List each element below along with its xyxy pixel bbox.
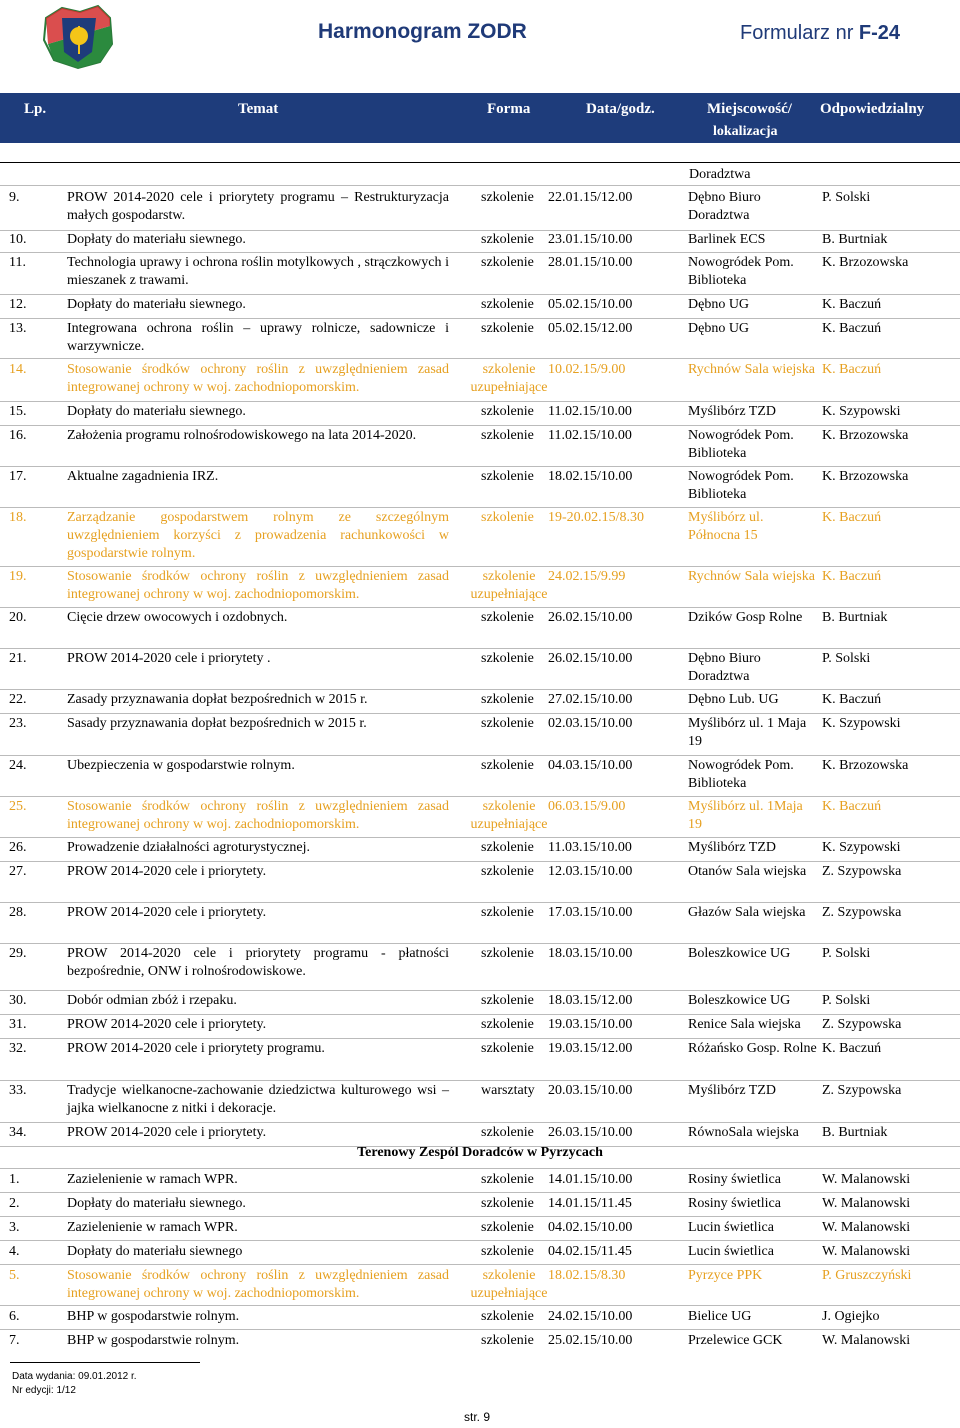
issue-date: Data wydania: 09.01.2012 r.	[12, 1371, 137, 1382]
row-divider	[0, 1122, 960, 1123]
row-form: szkolenie	[481, 716, 534, 731]
row-topic: PROW 2014-2020 cele i priorytety programu.	[67, 1041, 325, 1056]
row-divider	[0, 294, 960, 295]
row-form: szkolenie	[481, 255, 534, 270]
row-number: 16.	[9, 428, 27, 443]
row-divider	[0, 507, 960, 508]
row-divider	[0, 1216, 960, 1217]
row-responsible: P. Solski	[822, 651, 871, 666]
row-responsible: K. Brzozowska	[822, 255, 909, 270]
form-number: Formularz nr F-24	[740, 22, 901, 44]
row-topic: Tradycje wielkanocne-zachowanie dziedzictwa kulturowego wsi – jajka wielkanocne z nitki i dekoracje.	[67, 1083, 449, 1116]
row-place: Nowogródek Pom. Biblioteka	[688, 469, 794, 502]
row-number: 18.	[9, 510, 27, 525]
row-topic: Stosowanie środków ochrony roślin z uwzględnieniem zasad integrowanej ochrony w woj. zachodniopomorskim.	[67, 569, 449, 602]
row-place: Różańsko Gosp. Rolne	[688, 1041, 817, 1056]
row-place: Boleszkowice UG	[688, 993, 791, 1008]
row-divider	[0, 466, 960, 467]
col-forma: Forma	[487, 101, 531, 117]
row-place: Rosiny świetlica	[688, 1172, 781, 1187]
row-topic: Dopłaty do materiału siewnego	[67, 1244, 243, 1259]
row-form: szkolenie	[481, 651, 534, 666]
row-number: 31.	[9, 1017, 27, 1032]
row-form: szkolenie uzupełniające	[470, 569, 548, 602]
row-topic: Cięcie drzew owocowych i ozdobnych.	[67, 610, 288, 625]
row-topic: Technologia uprawy i ochrona roślin motylkowych , strączkowych i mieszanek z trawami.	[67, 255, 449, 288]
row-responsible: Z. Szypowska	[822, 1017, 902, 1032]
row-responsible: K. Baczuń	[822, 799, 882, 814]
row-responsible: P. Gruszczyński	[822, 1268, 912, 1283]
row-form: szkolenie	[481, 1309, 534, 1324]
row-responsible: P. Solski	[822, 993, 871, 1008]
row-date: 19-20.02.15/8.30	[548, 510, 645, 525]
row-number: 1.	[9, 1172, 20, 1187]
row-place: RównoSala wiejska	[688, 1125, 799, 1140]
row-form: szkolenie uzupełniające	[470, 1268, 548, 1301]
row-topic: PROW 2014-2020 cele i priorytety.	[67, 1017, 267, 1032]
row-divider	[0, 990, 960, 991]
row-place: Boleszkowice UG	[688, 946, 791, 961]
row-form: szkolenie	[481, 692, 534, 707]
row-number: 25.	[9, 799, 27, 814]
row-responsible: K. Baczuń	[822, 321, 882, 336]
row-divider	[0, 252, 960, 253]
row-form: szkolenie	[481, 321, 534, 336]
col-odpowiedzialny: Odpowiedzialny	[820, 101, 925, 117]
row-place: Nowogródek Pom. Biblioteka	[688, 428, 794, 461]
row-form: szkolenie	[481, 232, 534, 247]
row-date: 17.03.15/10.00	[548, 905, 633, 920]
row-responsible: B. Burtniak	[822, 1125, 888, 1140]
page-number: str. 9	[464, 1410, 491, 1424]
row-place: Głazów Sala wiejska	[688, 905, 806, 920]
row-topic: PROW 2014-2020 cele i priorytety programu – Restrukturyzacja małych gospodarstw.	[67, 190, 449, 223]
row-form: szkolenie	[481, 297, 534, 312]
row-topic: Dopłaty do materiału siewnego.	[67, 297, 246, 312]
row-place: Myślibórz ul. 1 Maja 19	[688, 716, 807, 749]
row-topic: Ubezpieczenia w gospodarstwie rolnym.	[67, 758, 295, 773]
row-responsible: Z. Szypowska	[822, 1083, 902, 1098]
col-lp: Lp.	[24, 101, 47, 117]
row-responsible: K. Baczuń	[822, 297, 882, 312]
row-topic: Dopłaty do materiału siewnego.	[67, 232, 246, 247]
row-topic: Zarządzanie gospodarstwem rolnym ze szczególnym uwzględnieniem korzyści z prowadzenia rachunkowości w gospodarstwie rolnym.	[67, 510, 449, 561]
row-number: 21.	[9, 651, 27, 666]
row-responsible: K. Baczuń	[822, 362, 882, 377]
row-place: Dębno UG	[688, 297, 750, 312]
row-place: Lucin świetlica	[688, 1220, 774, 1235]
row-number: 27.	[9, 864, 27, 879]
row-place: Myślibórz TZD	[688, 404, 777, 419]
row-divider	[0, 230, 960, 231]
row-number: 5.	[9, 1268, 20, 1283]
row-number: 11.	[9, 255, 26, 270]
row-responsible: K. Szypowski	[822, 840, 901, 855]
row-number: 32.	[9, 1041, 27, 1056]
row-date: 19.03.15/12.00	[548, 1041, 633, 1056]
row-divider	[0, 837, 960, 838]
row-form: szkolenie	[481, 864, 534, 879]
row-date: 28.01.15/10.00	[548, 255, 633, 270]
row-responsible: Z. Szypowska	[822, 864, 902, 879]
row-responsible: K. Brzozowska	[822, 758, 909, 773]
row-date: 26.02.15/10.00	[548, 610, 633, 625]
row-date: 05.02.15/10.00	[548, 297, 633, 312]
row-divider	[0, 1146, 960, 1147]
row-form: szkolenie	[481, 190, 534, 205]
row-divider	[0, 943, 960, 944]
row-place: Nowogródek Pom. Biblioteka	[688, 758, 794, 791]
row-form: szkolenie	[481, 510, 534, 525]
row-responsible: K. Baczuń	[822, 569, 882, 584]
row-responsible: K. Szypowski	[822, 716, 901, 731]
row-form: szkolenie	[481, 1125, 534, 1140]
row-place: Dębno Biuro Doradztwa	[688, 190, 761, 223]
row-responsible: B. Burtniak	[822, 232, 888, 247]
carryover-text: Doradztwa	[689, 167, 751, 182]
row-place: Otanów Sala wiejska	[688, 864, 807, 879]
document-title: Harmonogram ZODR	[318, 20, 527, 43]
row-number: 13.	[9, 321, 27, 336]
row-form: szkolenie	[481, 469, 534, 484]
row-responsible: K. Baczuń	[822, 692, 882, 707]
row-form: szkolenie	[481, 1333, 534, 1348]
row-place: Lucin świetlica	[688, 1244, 774, 1259]
row-number: 19.	[9, 569, 27, 584]
row-date: 11.02.15/10.00	[548, 428, 632, 443]
row-number: 22.	[9, 692, 27, 707]
row-responsible: W. Malanowski	[822, 1220, 911, 1235]
row-topic: Zazielenienie w ramach WPR.	[67, 1220, 238, 1235]
row-place: Myślibórz ul. 1Maja 19	[688, 799, 803, 832]
row-form: szkolenie	[481, 428, 534, 443]
row-divider	[0, 1014, 960, 1015]
row-number: 30.	[9, 993, 27, 1008]
row-divider	[0, 318, 960, 319]
row-date: 20.03.15/10.00	[548, 1083, 633, 1098]
row-topic: Zazielenienie w ramach WPR.	[67, 1172, 238, 1187]
row-date: 18.02.15/10.00	[548, 469, 633, 484]
row-topic: Stosowanie środków ochrony roślin z uwzględnieniem zasad integrowanej ochrony w woj. zachodniopomorskim.	[67, 362, 449, 395]
section-title: Terenowy Zespól Doradców w Pyrzycach	[357, 1145, 603, 1160]
row-number: 23.	[9, 716, 27, 731]
footer-divider	[10, 1362, 200, 1363]
row-divider	[0, 1038, 960, 1039]
row-date: 04.03.15/10.00	[548, 758, 633, 773]
row-form: szkolenie	[481, 1172, 534, 1187]
row-number: 15.	[9, 404, 27, 419]
row-responsible: J. Ogiejko	[822, 1309, 880, 1324]
row-place: Rychnów Sala wiejska	[688, 362, 815, 377]
row-place: Barlinek ECS	[688, 232, 766, 247]
row-divider	[0, 401, 960, 402]
row-topic: Sasady przyznawania dopłat bezpośrednich w 2015 r.	[67, 716, 367, 731]
row-topic: PROW 2014-2020 cele i priorytety.	[67, 1125, 267, 1140]
row-divider	[0, 902, 960, 903]
row-place: Myślibórz TZD	[688, 1083, 777, 1098]
row-number: 34.	[9, 1125, 27, 1140]
row-topic: Prowadzenie działalności agroturystycznej.	[67, 840, 310, 855]
row-date: 14.01.15/11.45	[548, 1196, 632, 1211]
row-divider	[0, 1329, 960, 1330]
row-date: 23.01.15/10.00	[548, 232, 633, 247]
row-form: szkolenie	[481, 610, 534, 625]
row-date: 06.03.15/9.00	[548, 799, 626, 814]
row-form: szkolenie	[481, 946, 534, 961]
row-divider	[0, 755, 960, 756]
row-topic: Dopłaty do materiału siewnego.	[67, 404, 246, 419]
row-form: szkolenie	[481, 1220, 534, 1235]
row-topic: Założenia programu rolnośrodowiskowego na lata 2014-2020.	[67, 428, 417, 443]
row-divider	[0, 648, 960, 649]
row-topic: PROW 2014-2020 cele i priorytety.	[67, 905, 267, 920]
row-responsible: K. Szypowski	[822, 404, 901, 419]
row-responsible: K. Baczuń	[822, 1041, 882, 1056]
table-header	[0, 93, 960, 143]
row-responsible: P. Solski	[822, 190, 871, 205]
row-topic: PROW 2014-2020 cele i priorytety.	[67, 864, 267, 879]
row-form: szkolenie	[481, 1017, 534, 1032]
row-divider	[0, 861, 960, 862]
row-number: 2.	[9, 1196, 20, 1211]
row-topic: Aktualne zagadnienia IRZ.	[67, 469, 219, 484]
col-lokalizacja: lokalizacja	[713, 124, 778, 139]
row-date: 04.02.15/11.45	[548, 1244, 632, 1259]
row-date: 24.02.15/10.00	[548, 1309, 633, 1324]
row-divider	[0, 796, 960, 797]
row-topic: Dobór odmian zbóż i rzepaku.	[67, 993, 237, 1008]
row-date: 12.03.15/10.00	[548, 864, 633, 879]
row-number: 17.	[9, 469, 27, 484]
row-number: 10.	[9, 232, 27, 247]
row-form: szkolenie uzupełniające	[470, 799, 548, 832]
row-place: Dębno Lub. UG	[688, 692, 779, 707]
row-place: Pyrzyce PPK	[688, 1268, 763, 1283]
row-topic: Stosowanie środków ochrony roślin z uwzględnieniem zasad integrowanej ochrony w woj. zachodniopomorskim.	[67, 1268, 449, 1301]
row-responsible: K. Brzozowska	[822, 428, 909, 443]
row-date: 04.02.15/10.00	[548, 1220, 633, 1235]
row-place: Rosiny świetlica	[688, 1196, 781, 1211]
row-responsible: W. Malanowski	[822, 1244, 911, 1259]
row-form: szkolenie	[481, 993, 534, 1008]
row-place: Renice Sala wiejska	[688, 1017, 801, 1032]
row-number: 3.	[9, 1220, 20, 1235]
row-place: Rychnów Sala wiejska	[688, 569, 815, 584]
row-date: 18.03.15/12.00	[548, 993, 633, 1008]
row-date: 19.03.15/10.00	[548, 1017, 633, 1032]
row-divider	[0, 1168, 960, 1169]
row-date: 05.02.15/12.00	[548, 321, 633, 336]
row-responsible: B. Burtniak	[822, 610, 888, 625]
row-date: 02.03.15/10.00	[548, 716, 633, 731]
row-responsible: Z. Szypowska	[822, 905, 902, 920]
row-form: szkolenie	[481, 1196, 534, 1211]
row-divider	[0, 1264, 960, 1265]
col-miejscowosc: Miejscowość/	[707, 101, 792, 117]
row-date: 11.02.15/10.00	[548, 404, 632, 419]
odr-logo-icon	[40, 4, 116, 70]
row-number: 28.	[9, 905, 27, 920]
row-divider	[0, 425, 960, 426]
row-number: 4.	[9, 1244, 20, 1259]
row-form: szkolenie	[481, 1244, 534, 1259]
col-data: Data/godz.	[586, 101, 655, 117]
row-divider	[0, 185, 960, 186]
row-date: 26.03.15/10.00	[548, 1125, 633, 1140]
row-number: 9.	[9, 190, 20, 205]
row-topic: Integrowana ochrona roślin – uprawy rolnicze, sadownicze i warzywnicze.	[67, 321, 449, 354]
row-topic: PROW 2014-2020 cele i priorytety programu - płatności bezpośrednie, ONW i rolnośrodowiskowe.	[67, 946, 449, 979]
row-form: szkolenie	[481, 840, 534, 855]
row-topic: PROW 2014-2020 cele i priorytety .	[67, 651, 271, 666]
row-place: Dębno Biuro Doradztwa	[688, 651, 761, 684]
row-date: 18.02.15/8.30	[548, 1268, 626, 1283]
row-date: 22.01.15/12.00	[548, 190, 633, 205]
row-form: warsztaty	[481, 1083, 535, 1098]
row-divider	[0, 1305, 960, 1306]
row-place: Nowogródek Pom. Biblioteka	[688, 255, 794, 288]
row-divider	[0, 566, 960, 567]
row-date: 18.03.15/10.00	[548, 946, 633, 961]
page-header	[0, 0, 960, 80]
row-date: 14.01.15/10.00	[548, 1172, 633, 1187]
row-divider	[0, 1080, 960, 1081]
row-divider	[0, 689, 960, 690]
row-place: Dzików Gosp Rolne	[688, 610, 803, 625]
row-number: 20.	[9, 610, 27, 625]
col-temat: Temat	[238, 101, 279, 117]
row-date: 25.02.15/10.00	[548, 1333, 633, 1348]
row-number: 6.	[9, 1309, 20, 1324]
row-date: 27.02.15/10.00	[548, 692, 633, 707]
row-responsible: W. Malanowski	[822, 1333, 911, 1348]
row-place: Myślibórz ul. Północna 15	[688, 510, 764, 543]
row-topic: BHP w gospodarstwie rolnym.	[67, 1333, 240, 1348]
edition-number: Nr edycji: 1/12	[12, 1385, 76, 1396]
row-responsible: P. Solski	[822, 946, 871, 961]
row-number: 12.	[9, 297, 27, 312]
divider	[0, 162, 960, 163]
row-date: 24.02.15/9.99	[548, 569, 626, 584]
row-number: 7.	[9, 1333, 20, 1348]
row-place: Przelewice GCK	[688, 1333, 783, 1348]
row-number: 26.	[9, 840, 27, 855]
row-topic: Zasady przyznawania dopłat bezpośrednich w 2015 r.	[67, 692, 368, 707]
row-responsible: K. Brzozowska	[822, 469, 909, 484]
row-form: szkolenie	[481, 758, 534, 773]
row-form: szkolenie uzupełniające	[470, 362, 548, 395]
row-topic: BHP w gospodarstwie rolnym.	[67, 1309, 240, 1324]
row-number: 24.	[9, 758, 27, 773]
row-divider	[0, 1192, 960, 1193]
row-divider	[0, 713, 960, 714]
row-divider	[0, 1240, 960, 1241]
row-form: szkolenie	[481, 404, 534, 419]
row-topic: Dopłaty do materiału siewnego.	[67, 1196, 246, 1211]
row-divider	[0, 607, 960, 608]
row-number: 29.	[9, 946, 27, 961]
row-number: 14.	[9, 362, 27, 377]
row-form: szkolenie	[481, 905, 534, 920]
row-place: Myślibórz TZD	[688, 840, 777, 855]
row-form: szkolenie	[481, 1041, 534, 1056]
row-divider	[0, 358, 960, 359]
row-responsible: K. Baczuń	[822, 510, 882, 525]
footer	[12, 1370, 137, 1398]
row-responsible: W. Malanowski	[822, 1172, 911, 1187]
row-place: Bielice UG	[688, 1309, 752, 1324]
row-date: 11.03.15/10.00	[548, 840, 632, 855]
row-date: 10.02.15/9.00	[548, 362, 626, 377]
row-place: Dębno UG	[688, 321, 750, 336]
row-number: 33.	[9, 1083, 27, 1098]
row-date: 26.02.15/10.00	[548, 651, 633, 666]
row-topic: Stosowanie środków ochrony roślin z uwzględnieniem zasad integrowanej ochrony w woj. zachodniopomorskim.	[67, 799, 449, 832]
row-responsible: W. Malanowski	[822, 1196, 911, 1211]
